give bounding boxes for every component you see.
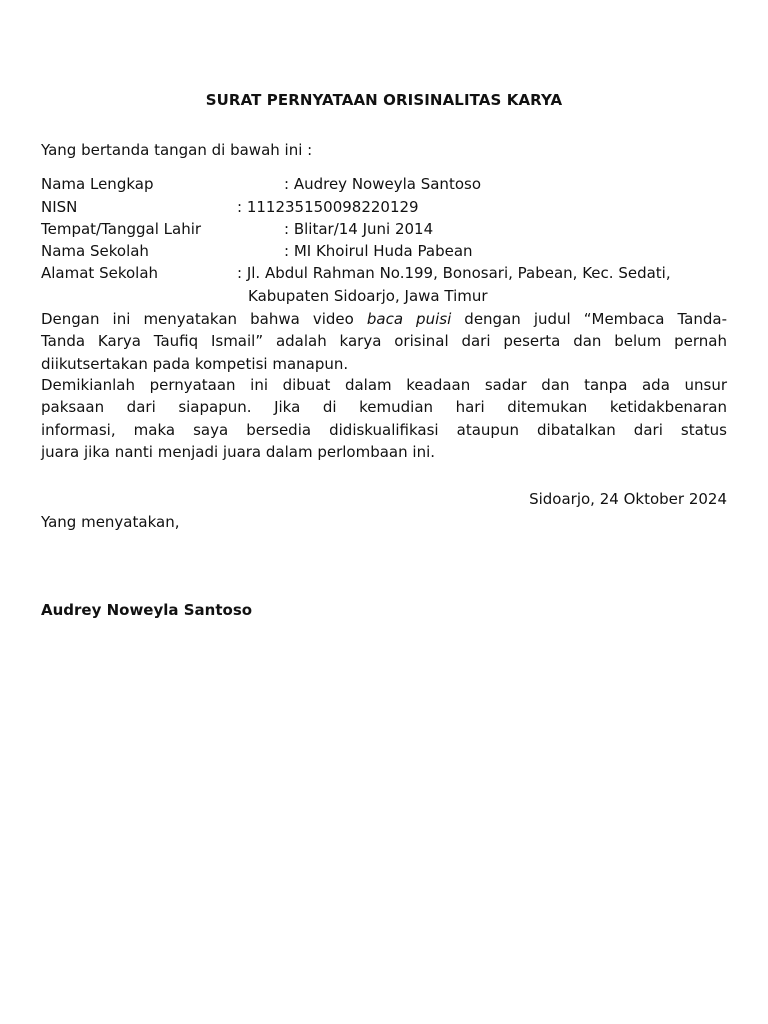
closing-line-4: juara jika nanti menjadi juara dalam perlombaan ini. [41, 442, 436, 461]
statement-line-3: diikutsertakan pada kompetisi manapun. [41, 354, 349, 373]
field-label-nisn: NISN [41, 198, 78, 216]
field-value-alamat-sekolah: : Jl. Abdul Rahman No.199, Bonosari, Pabean, Kec. Sedati, [237, 264, 671, 282]
field-value-nama-lengkap: : Audrey Noweyla Santoso [284, 175, 481, 193]
field-label-alamat-sekolah: Alamat Sekolah [41, 264, 159, 282]
closing-line-2: paksaan dari siapapun. Jika di kemudian hari ditemukan ketidakbenaran [41, 398, 727, 417]
field-label-nama-sekolah: Nama Sekolah [41, 242, 149, 260]
statement-italic-term: baca puisi [366, 310, 452, 328]
intro-text: Yang bertanda tangan di bawah ini : [41, 141, 313, 159]
statement-line-1: Dengan ini menyatakan bahwa video baca puisi dengan judul “Membaca Tanda- [41, 310, 727, 328]
statement-paragraph [41, 308, 727, 375]
closing-line-3: informasi, maka saya bersedia didiskualifikasi ataupun dibatalkan dari status [41, 420, 727, 439]
closing-paragraph [41, 374, 727, 463]
field-value-nama-sekolah: : MI Khoirul Huda Pabean [284, 242, 473, 260]
closing-line-1: Demikianlah pernyataan ini dibuat dalam keadaan sadar dan tanpa ada unsur [41, 376, 727, 394]
signer-name: Audrey Noweyla Santoso [41, 601, 253, 619]
place-date: Sidoarjo, 24 Oktober 2024 [529, 490, 727, 508]
declarer-label: Yang menyatakan, [41, 513, 180, 531]
field-label-nama-lengkap: Nama Lengkap [41, 175, 154, 193]
field-value-alamat-sekolah-cont: Kabupaten Sidoarjo, Jawa Timur [248, 287, 488, 305]
statement-line-2: Tanda Karya Taufiq Ismail” adalah karya orisinal dari peserta dan belum pernah [41, 332, 727, 351]
document-title: SURAT PERNYATAAN ORISINALITAS KARYA [205, 91, 563, 109]
field-label-ttl: Tempat/Tanggal Lahir [41, 220, 202, 238]
field-value-nisn: : 111235150098220129 [237, 198, 419, 216]
field-value-ttl: : Blitar/14 Juni 2014 [284, 220, 434, 238]
